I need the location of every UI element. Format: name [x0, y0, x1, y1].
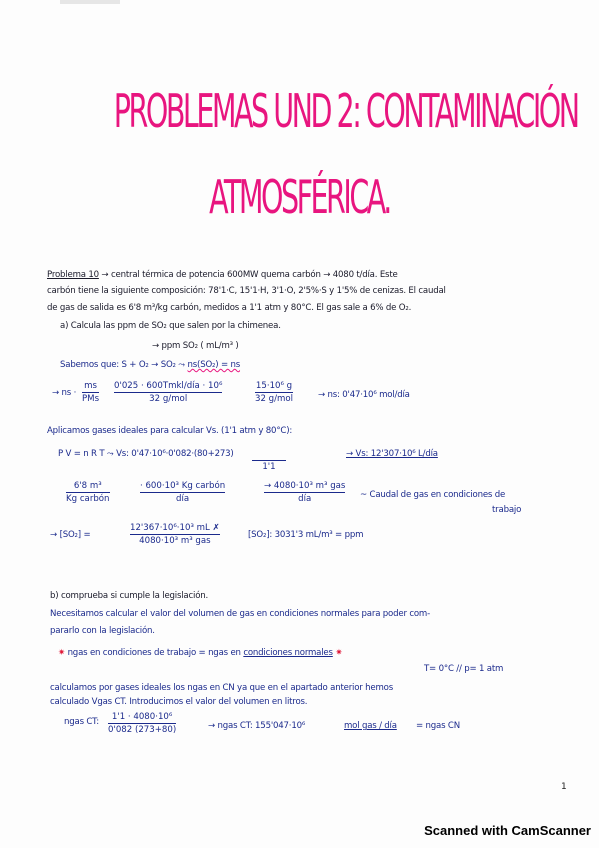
camscanner-watermark: Scanned with CamScanner [424, 823, 591, 838]
fraction-numerator: ms [84, 381, 97, 391]
fraction-bar [252, 460, 286, 461]
fraction-numerator: 15·10⁶ g [255, 381, 293, 391]
fraction-grams [255, 381, 293, 404]
gas-flow-line: de gas de salida es 6'8 m³/kg carbón, medidos a 1'1 atm y 80°C. El gas sale a 6% de O₂. [47, 303, 412, 313]
ideal-gas-intro: Aplicamos gases ideales para calcular Vs. (1'1 atm y 80°C): [47, 426, 293, 436]
fraction-bar [108, 723, 176, 724]
page-number: 1 [561, 782, 567, 792]
question-b: b) comprueba si cumple la legislación. [50, 591, 209, 601]
mole-equality: ns(SO₂) = ns [187, 360, 241, 370]
composition-line: carbón tiene la siguiente composición: 78'1·C, 15'1·H, 3'1·O, 2'5%·S y 1'5% de cenizas. El caudal [47, 286, 446, 296]
fraction-so2-concentration [130, 523, 220, 546]
normal-conditions-text: condiciones normales [243, 648, 333, 658]
ngas-ct-result: → ngas CT: 155'047·10⁶ [208, 721, 306, 731]
fraction-flow-per-kg [66, 481, 110, 504]
problem-label: Problema 10 [47, 270, 99, 280]
fraction-numerator: 1'1 · 4080·10⁶ [111, 712, 173, 722]
fraction-coal-per-day [140, 481, 225, 504]
fraction-bar [255, 392, 293, 393]
so2-concentration-label [50, 530, 90, 540]
pressure-denominator [252, 459, 286, 472]
fraction-denominator: Kg carbón [66, 494, 110, 504]
normal-conditions-values: T= 0°C // p= 1 atm [424, 664, 504, 674]
fraction-bar [114, 392, 222, 393]
fraction-numerator: 6'8 m³ [73, 481, 102, 491]
fraction-bar [82, 392, 99, 393]
flow-caption: ~ Caudal de gas en condiciones de [360, 490, 506, 500]
fraction-ngas-ct [108, 712, 176, 735]
flow-caption-cont: trabajo [492, 505, 522, 515]
fraction-denominator: PMs [82, 394, 100, 404]
ns-result: → ns: 0'47·10⁶ mol/día [318, 390, 410, 400]
fraction-denominator: día [176, 494, 190, 504]
fraction-bar [66, 492, 110, 493]
fraction-denominator: 32 g/mol [149, 394, 188, 404]
ppm-units-note: → ppm SO₂ ( mL/m³ ) [152, 341, 239, 351]
fraction-numerator: · 600·10³ Kg carbón [140, 481, 226, 491]
fraction-denominator: 4080·10³ m³ gas [139, 536, 211, 546]
ngas-cn-equality: = ngas CN [416, 721, 460, 731]
fraction-bar [130, 534, 220, 535]
ngas-units-text: mol gas / día [344, 721, 397, 731]
fraction-bar [140, 492, 225, 493]
ngas-ct-label: ngas CT: [64, 717, 99, 727]
moles-equality-text: ngas en condiciones de trabajo = ngas en [67, 648, 241, 658]
fraction-denominator: 32 g/mol [255, 394, 294, 404]
sparkle-icon: ✷ [58, 648, 66, 658]
part-b-explanation-1: Necesitamos calcular el valor del volumen de gas en condiciones normales para poder com- [50, 609, 430, 619]
fraction-denominator: 1'1 [262, 462, 276, 472]
fraction-numerator: 12'367·10⁶·10³ mL ✗ [130, 523, 220, 533]
reaction-text: Sabemos que: S + O₂ → SO₂ ⤳ [60, 360, 185, 370]
fraction-numerator: 0'025 · 600Tmkl/día · 10⁶ [114, 381, 223, 391]
question-a: a) Calcula las ppm de SO₂ que salen por la chimenea. [60, 321, 281, 331]
fraction-denominator: día [298, 494, 312, 504]
fraction-numerator: → 4080·10³ m³ gas [264, 481, 346, 491]
so2-result: [SO₂]: 3031'3 mL/m³ = ppm [248, 530, 364, 540]
page-title-line-2: ATMOSFÉRICA. [209, 170, 390, 224]
part-b-method-1: calculamos por gases ideales los ngas en CN ya que en el apartado anterior hemos [50, 683, 393, 693]
fraction-denominator: 0'082 (273+80) [108, 725, 177, 735]
arrow-icon: → [50, 530, 58, 540]
fraction-sulfur-mass [114, 381, 222, 404]
part-b-method-2: calculado Vgas CT. Introducimos el valor del volumen en litros. [50, 697, 308, 707]
so2-bracket-label: [SO₂] = [59, 530, 91, 540]
ns-label: → ns · [52, 388, 77, 398]
volume-result-text: → Vs: 12'307·10⁶ L/día [346, 449, 438, 459]
fraction-ms-pms [82, 381, 99, 404]
scan-edge-mark [60, 0, 120, 4]
problem-intro: → central térmica de potencia 600MW quema carbón → 4080 t/día. Este [101, 270, 398, 280]
problem-heading-line [47, 270, 398, 280]
fraction-gas-per-day [264, 481, 345, 504]
sparkle-icon: ✷ [335, 648, 343, 658]
ngas-ct-units [344, 721, 397, 731]
moles-equality-line [58, 648, 342, 658]
part-b-explanation-2: pararlo con la legislación. [50, 626, 155, 636]
fraction-bar [264, 492, 345, 493]
volume-result [346, 449, 438, 459]
reaction-line [60, 360, 240, 370]
ideal-gas-equation: P V = n R T ⤳ Vs: 0'47·10⁶·0'082·(80+273) [58, 449, 234, 459]
page-title-line-1: PROBLEMAS UND 2: CONTAMINACIÓN [113, 84, 578, 138]
